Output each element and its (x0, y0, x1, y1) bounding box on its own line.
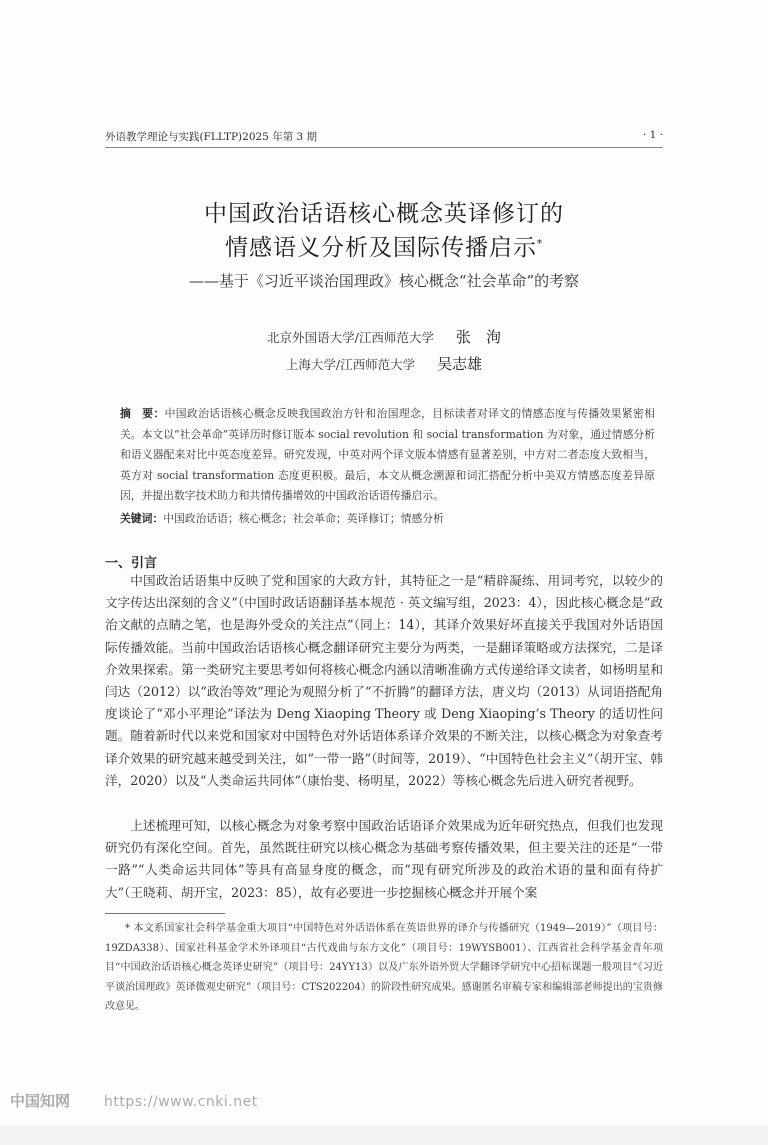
abstract-label: 摘 要： (120, 407, 165, 420)
section-heading: 一、引言 (105, 556, 158, 571)
title-line-1: 中国政治话语核心概念英译修订的 (204, 201, 564, 227)
author-line-1 (0, 326, 768, 347)
subtitle: ——基于《习近平谈治国理政》核心概念“社会革命”的考察 (188, 272, 580, 290)
author-affiliation: 上海大学/江西师范大学 (285, 357, 416, 372)
page-number: · 1 · (642, 129, 663, 141)
body-paragraph-2: 上述梳理可知，以核心概念为对象考察中国政治话语译介效果成为近年研究热点，但我们也发现研究仍有深化空间。首先，虽然既往研究以核心概念为基础考察传播效果，但主要关注的还是“一带一路”“人类命运共同体”等具有高显身度的概念，而“现有研究所涉及的政治术语的量和面有待扩大”（王晓莉、胡开宝，2023：85），故有必要进一步挖掘核心概念并开展个案 (105, 818, 663, 900)
footnote-divider (105, 913, 225, 914)
keywords-label: 关键词： (120, 512, 164, 525)
title-line-2-text: 情感语义分析及国际传播启示 (225, 235, 537, 261)
keywords-text: 中国政治话语；核心概念；社会革命；英译修订；情感分析 (163, 512, 444, 525)
title-footnote-mark[interactable]: * (537, 238, 543, 250)
journal-name: 外语教学理论与实践(FLLTP)2025 年第 3 期 (105, 131, 318, 143)
author-affiliation: 北京外国语大学/江西师范大学 (267, 330, 434, 345)
keywords (120, 509, 655, 530)
body-paragraph-1: 中国政治话语集中反映了党和国家的大政方针，其特征之一是“精辟凝练、用词考究，以较少的文字传达出深刻的含义”（中国时政话语翻译基本规范 · 英文编写组，2023：4），因此核心概念是“政治文献的点睛之笔，也是海外受众的关注点”（同上：14），其译介效果好坏直接关乎我国对外话语国际传播效能。当前中国政治话语核心概念翻译研究主要分为两类，一是翻译策略或方法探究，二是译介效果探索。第一类研究主要思考如何将核心概念内涵以清晰准确方式传递给译文读者，如杨明星和闫达（2012）以“政治等效”理论为观照分析了“不折腾”的翻译方法，唐义均（2013）从词语搭配角度谈论了“邓小平理论”译法为 Deng Xiaoping Theory 或 Deng Xiaoping’s Theory 的适切性问题。随着新时代以来党和国家对中国特色对外话语体系译介效果的不断关注，以核心概念为对象查考译介效果的研究越来越受到关注，如“一带一路”（时间等，2019）、“中国特色社会主义”（胡开宝、韩洋，2020）以及“人类命运共同体”（康怡斐、杨明星，2022）等核心概念先后进入研究者视野。 (105, 573, 663, 788)
title-line-2 (0, 229, 768, 262)
author-line-2 (0, 353, 768, 374)
abstract-text: 中国政治话语核心概念反映我国政治方针和治国理念，目标读者对译文的情感态度与传播效果紧密相关。本文以“社会革命”英译历时修订版本 social revolution 和 social transformation 为对象，通过情感分析和语义器配来对比中英态度差异。研究发现，中英对两个译文版本情感有显著差别，中方对二者态度大致相当，英方对 social transformation 态度更积极。最后，本文从概念溯源和词汇搭配分析中美双方情感态度差异原因，并提出数字技术助力和共情传播增效的中国政治话语传播启示。 (120, 407, 656, 502)
bottom-band (0, 1126, 768, 1145)
abstract (120, 404, 655, 500)
watermark (10, 1090, 258, 1111)
cnki-logo: 中国知网 (10, 1092, 71, 1110)
author-name: 吴志雄 (437, 355, 483, 373)
running-header (105, 127, 663, 148)
cnki-url[interactable]: https://www.cnki.net (104, 1094, 258, 1110)
footnote: * 本文系国家社会科学基金重大项目“中国特色对外话语体系在英语世界的译介与传播研究（1949—2019）”（项目号：19ZDA338）、国家社科基金学术外译项目“古代戏曲与东方文化”（项目号：19WYSB001）、江西省社会科学基金青年项目“中国政治话语核心概念英译史研究”（项目号：24YY13）以及广东外语外贸大学翻译学研究中心招标课题一般项目“《习近平谈治国理政》英译微观史研究”（项目号：CTS202204）的阶段性研究成果。感谢匿名审稿专家和编辑部老师提出的宝贵修改意见。 (105, 923, 663, 1012)
author-name: 张 洵 (455, 328, 501, 346)
